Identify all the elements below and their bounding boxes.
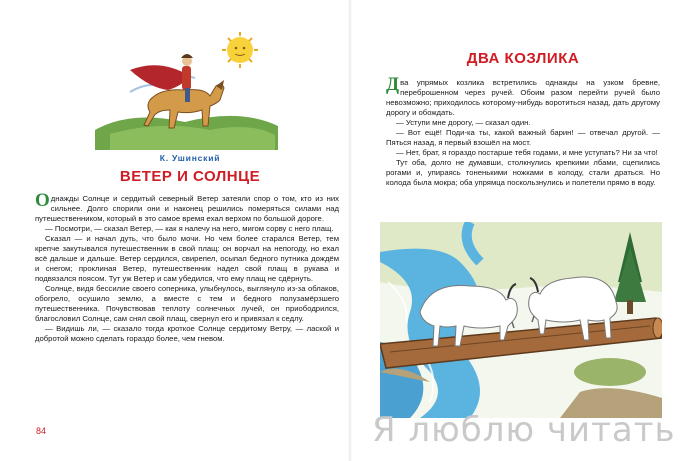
author-name: К. Ушинский	[159, 153, 221, 163]
rider-illustration	[90, 30, 280, 150]
story-title-right: ДВА КОЗЛИКА	[466, 50, 580, 67]
story-text-right	[386, 74, 660, 188]
paragraph-1: Однажды Солнце и сердитый северный Ветер затеяли спор о том, кто из них сильнее. Долго спорили они и наконец решились померяться силами над путешественником, который в это самое время ехал верхом по большой дороге.	[35, 190, 339, 223]
paragraph-2: — Посмотри, — сказал Ветер, — как я налечу на него, мигом сорву с него плащ.	[45, 224, 334, 233]
watermark: Я люблю читать	[372, 410, 676, 450]
story-title-left: ВЕТЕР И СОЛНЦЕ	[119, 168, 261, 185]
paragraph-3: — Вот ещё! Поди-ка ты, какой важный барин! — отвечал другой. — Пяться назад, я первый взошёл на мост.	[386, 128, 660, 147]
paragraph-5: Тут оба, долго не думавши, столкнулись крепкими лбами, сцепились рогами и, упираясь тоненькими ножками в колоду, стали драться. Но колода была мокра; оба упрямца поскользнулись и полетели прямо в воду.	[386, 158, 660, 187]
page-number: 84	[36, 426, 47, 436]
paragraph-1: Два упрямых козлика встретились однажды на узком бревне, переброшенном через ручей. Обоим разом перейти ручей было невозможно; приходилось которому-нибудь воротиться назад, дать другому дорогу и обождать.	[386, 74, 660, 117]
paragraph-4: Солнце, видя бессилие своего соперника, улыбнулось, выглянуло из-за облаков, обогрело, осушило землю, а вместе с тем и бедного полузамёрзшего путешественника. Почувствовав теплоту солнечных лучей, он приободрился, благословил Солнце, сам снял свой плащ, свернул его и привязал к седлу.	[35, 284, 339, 323]
dropcap-right: Д	[386, 74, 400, 95]
story-text-left	[35, 190, 339, 344]
page-gutter	[348, 0, 352, 461]
paragraph-5: — Видишь ли, — сказало тогда кроткое Солнце сердитому Ветру, — лаской и добротой можно сделать гораздо более, чем гневом.	[35, 324, 339, 343]
paragraph-4: — Нет, брат, я гораздо постарше тебя годами, и мне уступать? Ни за что!	[396, 148, 658, 157]
sun-icon	[222, 32, 258, 68]
paragraph-2: — Уступи мне дорогу, — сказал один.	[396, 118, 531, 127]
dropcap-left: О	[35, 190, 50, 211]
paragraph-3: Сказал — и начал дуть, что было мочи. Но чем более старался Ветер, тем крепче закутывался путешественник в свой плащ: он ворчал на непогоду, но ехал всё дальше и дальше. Ветер сердился, свирепел, осыпал бедного путника дождём и снегом; проклиная Ветер, путешественник надел свой плащ в рукава и подвязался поясом. Тут уж Ветер и сам убедился, что ему плащ не сдёрнуть.	[35, 234, 339, 283]
goats-illustration	[380, 222, 662, 418]
